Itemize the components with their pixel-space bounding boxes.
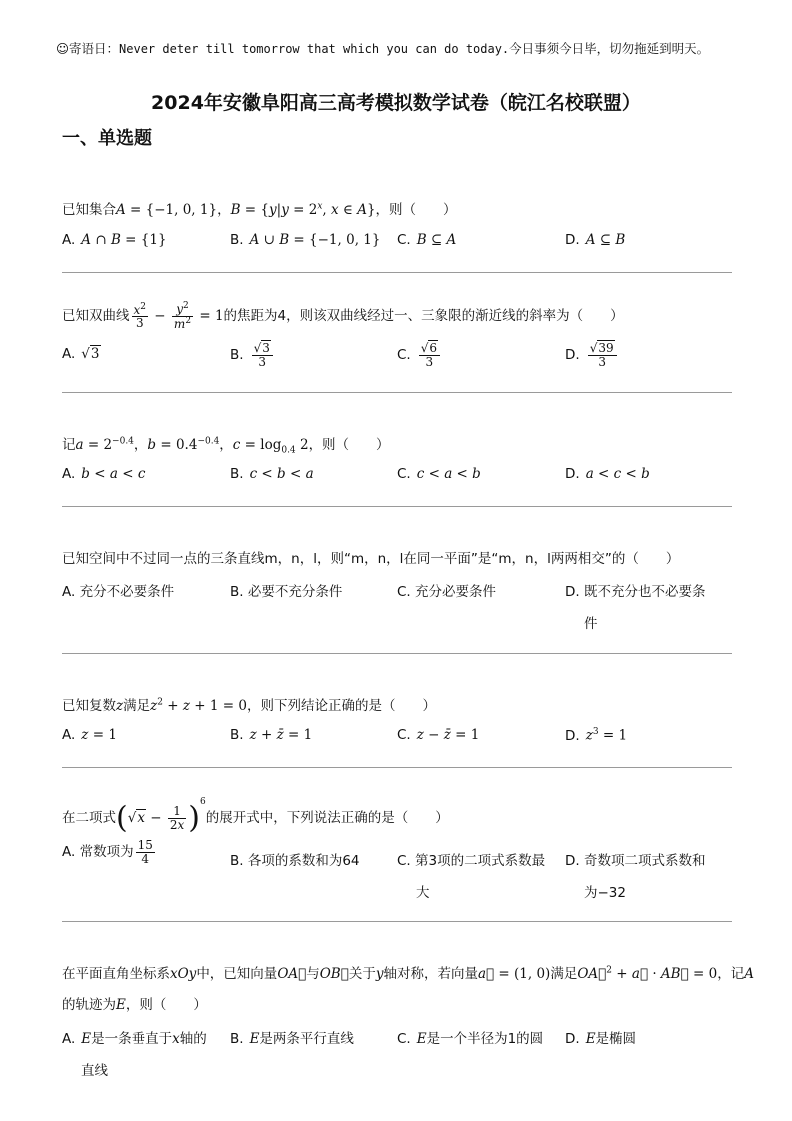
section-heading: 一、单选题 [62,128,152,149]
q4-option-c[interactable]: C. 充分必要条件 [397,584,497,600]
q1-option-a[interactable]: A. A ∩ B = {1} [62,232,167,248]
question-3-stem: 记$a = 2^{-0.4}$，$b = 0.4^{-0.4}$，$c = \log_{0.4} 2$，则（ ） [62,436,390,456]
q6-option-c-wrap: 大 [416,885,430,901]
q4-option-b[interactable]: B. 必要不充分条件 [230,584,343,600]
q2-option-c[interactable]: C. $\frac{√6}{3}$ [397,342,442,368]
q3-option-d[interactable]: D. a < c < b [565,466,650,482]
q5-option-a[interactable]: A. z = 1 [62,727,117,743]
motto-chinese: 今日事须今日毕，切勿拖延到明天。 [509,41,710,56]
motto-english: Never deter till tomorrow that which you can do today. [119,42,510,56]
motto-prefix: ☺寄语日： [56,41,120,56]
question-6-stem: 在二项式(√x − $\frac{1}{2x}$ )$^6$的展开式中，下列说法正确的是（ ） [62,797,449,836]
q6-option-d[interactable]: D. 奇数项二项式系数和 [565,853,706,869]
divider [62,506,732,507]
page-title: 2024年安徽阜阳高三高考模拟数学试卷（皖江名校联盟） [151,92,641,114]
q1-option-c[interactable]: C. B ⊆ A [397,232,457,248]
question-4-stem: 已知空间中不过同一点的三条直线m，n，l，则“m，n，l在同一平面”是“m，n，l两两相交”的（ ） [62,551,680,567]
q4-option-d-wrap: 件 [584,616,598,632]
divider [62,921,732,922]
q7-option-a-wrap: 直线 [81,1063,108,1079]
q3-option-a[interactable]: A. b < a < c [62,466,146,482]
divider [62,653,732,654]
q4-option-a[interactable]: A. 充分不必要条件 [62,584,175,600]
q6-option-c[interactable]: C. 第3项的二项式系数最 [397,853,546,869]
q5-option-d[interactable]: D. $z^3 = 1$ [565,727,628,744]
question-5-stem: 已知复数z满足$z^2 + z + 1 = 0$，则下列结论正确的是（ ） [62,697,436,714]
q3-option-c[interactable]: C. c < a < b [397,466,481,482]
q3-option-b[interactable]: B. c < b < a [230,466,314,482]
question-7-stem: 在平面直角坐标系xOy中，已知向量OA⃗与OB⃗关于y轴对称，若向量a⃗ = (1, 0)满足OA⃗$^2$ + a⃗ · AB⃗ = 0，记A [62,965,754,982]
q7-option-a[interactable]: A. E是一条垂直于x轴的 [62,1031,207,1047]
question-2-stem: 已知双曲线 $\frac{x^2}{3}$ − $\frac{y^2}{m^2}$ = 1的焦距为4，则该双曲线经过一、三象限的渐近线的斜率为（ ） [62,301,624,331]
q1-option-d[interactable]: D. A ⊆ B [565,232,626,248]
q6-option-a[interactable]: A. 常数项为 $\frac{15}{4}$ [62,838,153,866]
q7-option-b[interactable]: B. E是两条平行直线 [230,1031,354,1047]
divider [62,392,732,393]
q5-option-c[interactable]: C. z − z̄ = 1 [397,727,480,743]
divider [62,272,732,273]
q4-option-d[interactable]: D. 既不充分也不必要条 [565,584,706,600]
q7-option-c[interactable]: C. E是一个半径为1的圆 [397,1031,544,1047]
q5-option-b[interactable]: B. z + z̄ = 1 [230,727,313,743]
q6-option-d-wrap: 为−32 [584,885,626,901]
q7-option-d[interactable]: D. E是椭圆 [565,1031,637,1047]
motto-line [56,39,772,57]
q6-option-b[interactable]: B. 各项的系数和为64 [230,853,360,869]
divider [62,767,732,768]
question-7-stem-line2: 的轨迹为E，则（ ） [62,997,207,1013]
question-1-stem: 已知集合A = {−1, 0, 1}，$B = \{y|y = 2^x$, x ∈ A}，则（ ） [62,201,457,218]
q2-option-b[interactable]: B. $\frac{√3}{3}$ [230,342,275,368]
q2-option-a[interactable]: A. √3 [62,346,100,362]
q2-option-d[interactable]: D. $\frac{√39}{3}$ [565,342,619,368]
q1-option-b[interactable]: B. A ∪ B = {−1, 0, 1} [230,232,381,248]
